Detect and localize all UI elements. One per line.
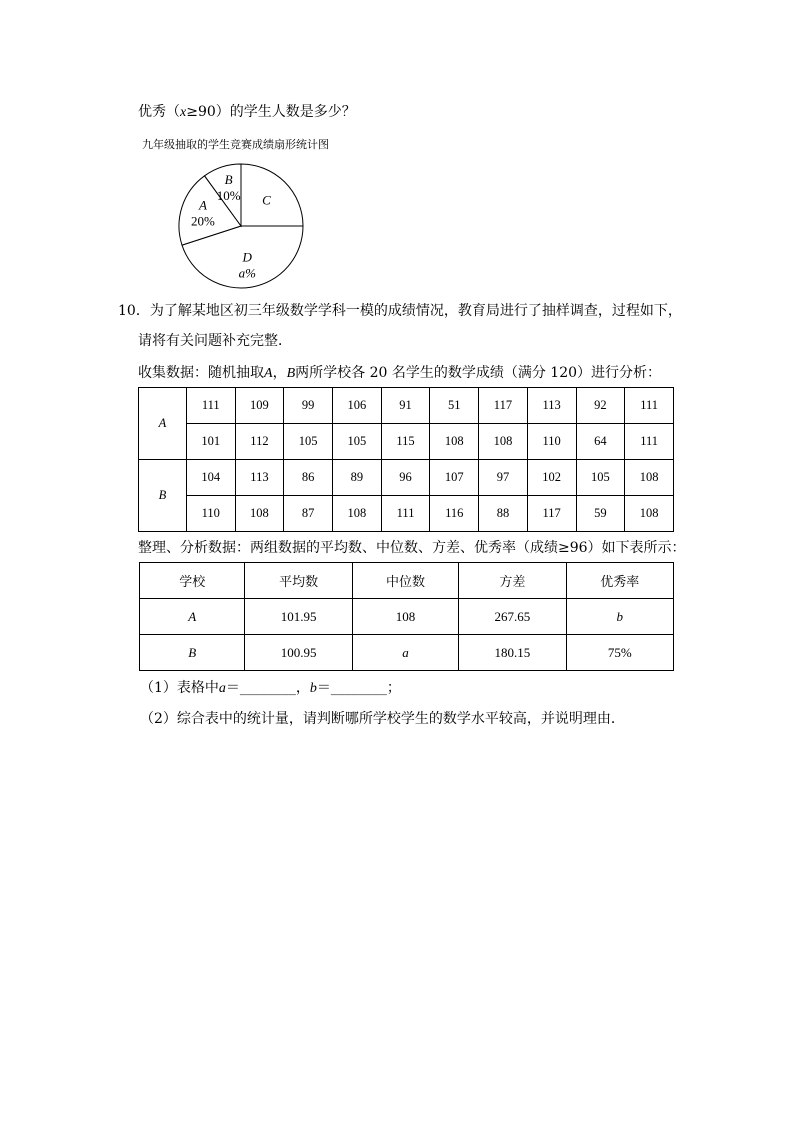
q9-text-suffix: ≥90）的学生人数是多少？ bbox=[186, 104, 356, 120]
q9-variable-x: x bbox=[180, 105, 187, 120]
table-cell: A bbox=[140, 599, 245, 635]
school-b-label: B bbox=[139, 460, 187, 532]
table-row bbox=[140, 635, 674, 671]
q10-intro-text1: 为了解某地区初三年级数学学科一模的成绩情况，教育局进行了抽样调查，过程如下， bbox=[149, 303, 682, 319]
table-cell: 75% bbox=[566, 635, 673, 671]
table-row bbox=[139, 424, 674, 460]
sub1-prefix: （1）表格中 bbox=[140, 680, 219, 696]
q9-question-line bbox=[138, 103, 356, 122]
sub1-var-a: a bbox=[218, 681, 226, 696]
collect-school-a: A bbox=[264, 366, 273, 381]
collect-sep: ， bbox=[272, 365, 287, 381]
header-variance: 方差 bbox=[459, 563, 566, 599]
sub1-blank-b: ＝________； bbox=[316, 680, 401, 696]
collect-suffix: 两所学校各 20 名学生的数学成绩（满分 120）进行分析： bbox=[295, 365, 662, 381]
table-cell: 89 bbox=[332, 460, 381, 496]
table-cell: 101 bbox=[186, 424, 235, 460]
table-row bbox=[140, 599, 674, 635]
table-cell: 180.15 bbox=[459, 635, 566, 671]
table-cell: 110 bbox=[186, 496, 235, 532]
q10-sub1 bbox=[140, 679, 401, 698]
table-cell: 86 bbox=[284, 460, 333, 496]
table-row bbox=[139, 496, 674, 532]
header-school: 学校 bbox=[140, 563, 245, 599]
table-cell: 111 bbox=[186, 388, 235, 424]
header-median: 中位数 bbox=[352, 563, 458, 599]
pie-label-d: D bbox=[242, 249, 252, 265]
table-cell: 88 bbox=[479, 496, 528, 532]
table-cell: 105 bbox=[576, 460, 625, 496]
table-cell: 107 bbox=[430, 460, 479, 496]
table-cell: 115 bbox=[381, 424, 430, 460]
table-cell: 100.95 bbox=[245, 635, 352, 671]
table-cell: 108 bbox=[625, 460, 674, 496]
pie-slice-c bbox=[241, 164, 303, 226]
table-cell: 111 bbox=[381, 496, 430, 532]
q10-intro-line2: 请将有关问题补充完整． bbox=[138, 333, 292, 349]
table-cell: 59 bbox=[576, 496, 625, 532]
table-cell: 99 bbox=[284, 388, 333, 424]
table-cell: 111 bbox=[625, 424, 674, 460]
raw-data-table bbox=[138, 387, 674, 532]
table-cell: 102 bbox=[527, 460, 576, 496]
table-cell: a bbox=[352, 635, 458, 671]
pie-value-a: 20% bbox=[191, 213, 215, 229]
q10-intro-line1 bbox=[118, 302, 682, 320]
table-cell: 110 bbox=[527, 424, 576, 460]
collect-prefix: 收集数据：随机抽取 bbox=[138, 365, 264, 381]
school-a-label: A bbox=[139, 388, 187, 460]
q10-sub2: （2）综合表中的统计量，请判断哪所学校学生的数学水平较高，并说明理由． bbox=[140, 711, 625, 727]
pie-chart bbox=[175, 160, 307, 292]
table-cell: 106 bbox=[332, 388, 381, 424]
header-mean: 平均数 bbox=[245, 563, 352, 599]
sub1-var-b: b bbox=[309, 681, 317, 696]
q10-number: 10． bbox=[118, 303, 150, 319]
sub1-blank-a: ＝________， bbox=[225, 680, 310, 696]
table-cell: 108 bbox=[352, 599, 458, 635]
q10-analyze-line: 整理、分析数据：两组数据的平均数、中位数、方差、优秀率（成绩≥96）如下表所示： bbox=[138, 540, 686, 556]
pie-value-d: a% bbox=[238, 265, 256, 281]
table-cell: 267.65 bbox=[459, 599, 566, 635]
table-cell: 108 bbox=[430, 424, 479, 460]
table-cell: 104 bbox=[186, 460, 235, 496]
table-cell: 117 bbox=[527, 496, 576, 532]
table-cell: 101.95 bbox=[245, 599, 352, 635]
table-cell: 108 bbox=[235, 496, 284, 532]
table-cell: 108 bbox=[332, 496, 381, 532]
table-cell: 113 bbox=[527, 388, 576, 424]
pie-label-b: B bbox=[224, 171, 233, 187]
table-cell: 51 bbox=[430, 388, 479, 424]
table-cell: 92 bbox=[576, 388, 625, 424]
table-cell: 105 bbox=[284, 424, 333, 460]
pie-label-c: C bbox=[262, 192, 271, 208]
collect-school-b: B bbox=[286, 366, 296, 381]
table-cell: 64 bbox=[576, 424, 625, 460]
header-excellent-rate: 优秀率 bbox=[566, 563, 673, 599]
table-cell: 105 bbox=[332, 424, 381, 460]
table-cell: 109 bbox=[235, 388, 284, 424]
pie-label-a: A bbox=[198, 197, 207, 213]
table-cell: b bbox=[566, 599, 673, 635]
chart-title: 九年级抽取的学生竞赛成绩扇形统计图 bbox=[142, 138, 329, 151]
table-cell: B bbox=[140, 635, 245, 671]
table-cell: 108 bbox=[479, 424, 528, 460]
table-row bbox=[139, 460, 674, 496]
table-header-row bbox=[140, 563, 674, 599]
q9-text-prefix: 优秀（ bbox=[138, 104, 180, 120]
q10-collect-line bbox=[138, 364, 661, 383]
table-row bbox=[139, 388, 674, 424]
table-cell: 96 bbox=[381, 460, 430, 496]
stats-table bbox=[139, 562, 674, 671]
table-cell: 87 bbox=[284, 496, 333, 532]
table-cell: 112 bbox=[235, 424, 284, 460]
table-cell: 108 bbox=[625, 496, 674, 532]
table-cell: 91 bbox=[381, 388, 430, 424]
table-cell: 111 bbox=[625, 388, 674, 424]
table-cell: 97 bbox=[479, 460, 528, 496]
pie-value-b: 10% bbox=[216, 187, 241, 203]
table-cell: 117 bbox=[479, 388, 528, 424]
table-cell: 116 bbox=[430, 496, 479, 532]
table-cell: 113 bbox=[235, 460, 284, 496]
